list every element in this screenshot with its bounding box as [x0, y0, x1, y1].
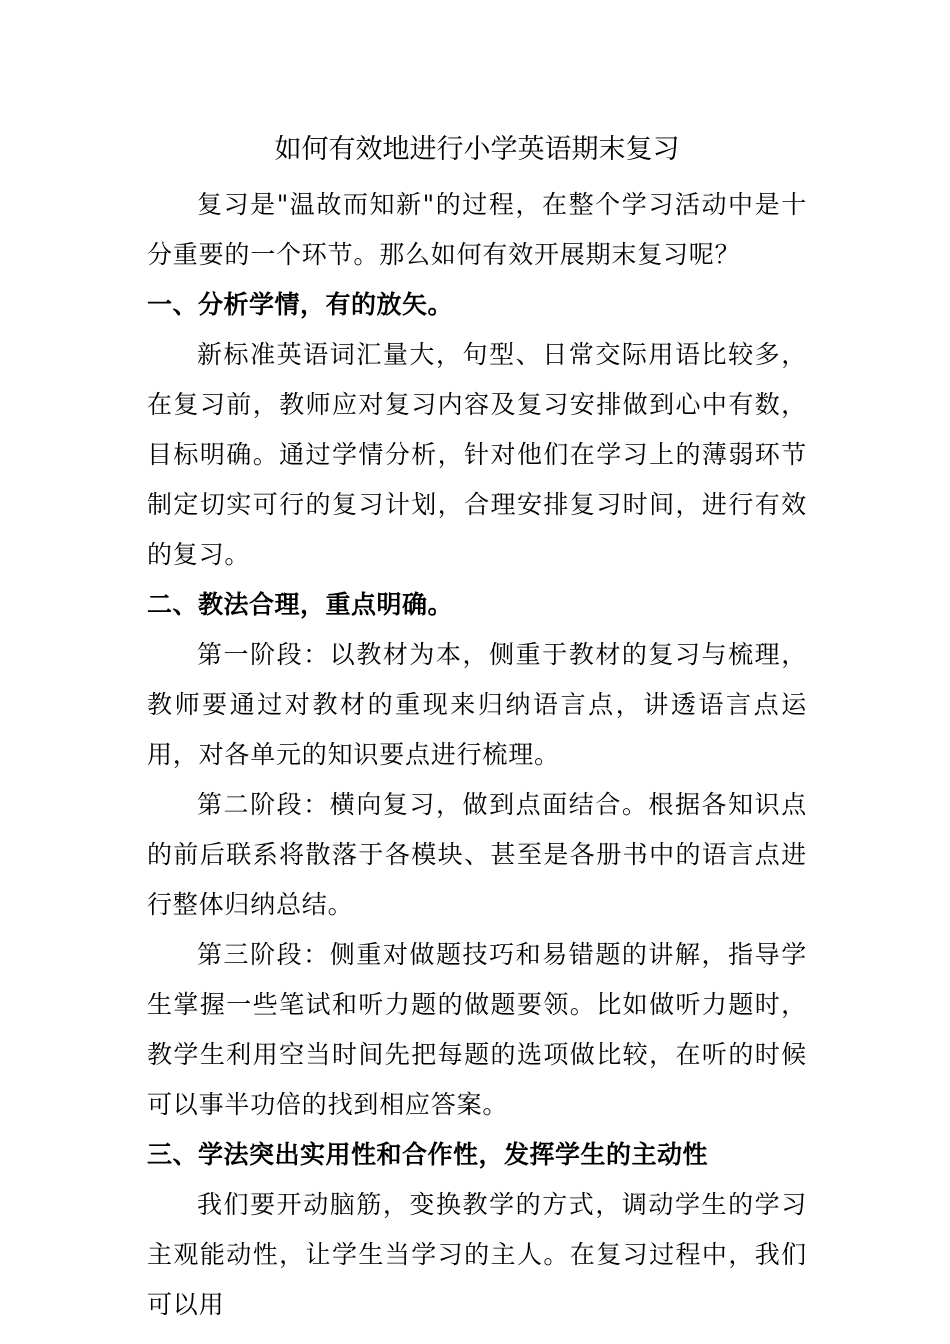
section-2-heading: 二、教法合理，重点明确。	[147, 590, 454, 619]
document-page	[147, 120, 807, 1330]
section-1-paragraph: 新标准英语词汇量大，句型、日常交际用语比较多，在复习前，教师应对复习内容及复习安排做到心中有数，目标明确。通过学情分析，针对他们在学习上的薄弱环节制定切实可行的复习计划，合理安排复习时间，进行有效的复习。	[147, 340, 807, 569]
intro-paragraph: 复习是"温故而知新"的过程，在整个学习活动中是十分重要的一个环节。那么如何有效开展期末复习呢？	[147, 190, 807, 269]
section-3-paragraph: 我们要开动脑筋，变换教学的方式，调动学生的学习主观能动性，让学生当学习的主人。在复习过程中，我们可以用	[147, 1190, 807, 1319]
stage-2-paragraph: 第二阶段：横向复习，做到点面结合。根据各知识点的前后联系将散落于各模块、甚至是各册书中的语言点进行整体归纳总结。	[147, 790, 807, 919]
section-3-heading: 三、学法突出实用性和合作性，发挥学生的主动性	[147, 1140, 709, 1169]
stage-1-paragraph: 第一阶段：以教材为本，侧重于教材的复习与梳理，教师要通过对教材的重现来归纳语言点，讲透语言点运用，对各单元的知识要点进行梳理。	[147, 640, 807, 769]
stage-3-paragraph: 第三阶段：侧重对做题技巧和易错题的讲解，指导学生掌握一些笔试和听力题的做题要领。比如做听力题时，教学生利用空当时间先把每题的选项做比较，在听的时候可以事半功倍的找到相应答案。	[147, 940, 807, 1119]
document-title: 如何有效地进行小学英语期末复习	[274, 134, 680, 165]
section-1-heading: 一、分析学情，有的放矢。	[147, 290, 454, 319]
